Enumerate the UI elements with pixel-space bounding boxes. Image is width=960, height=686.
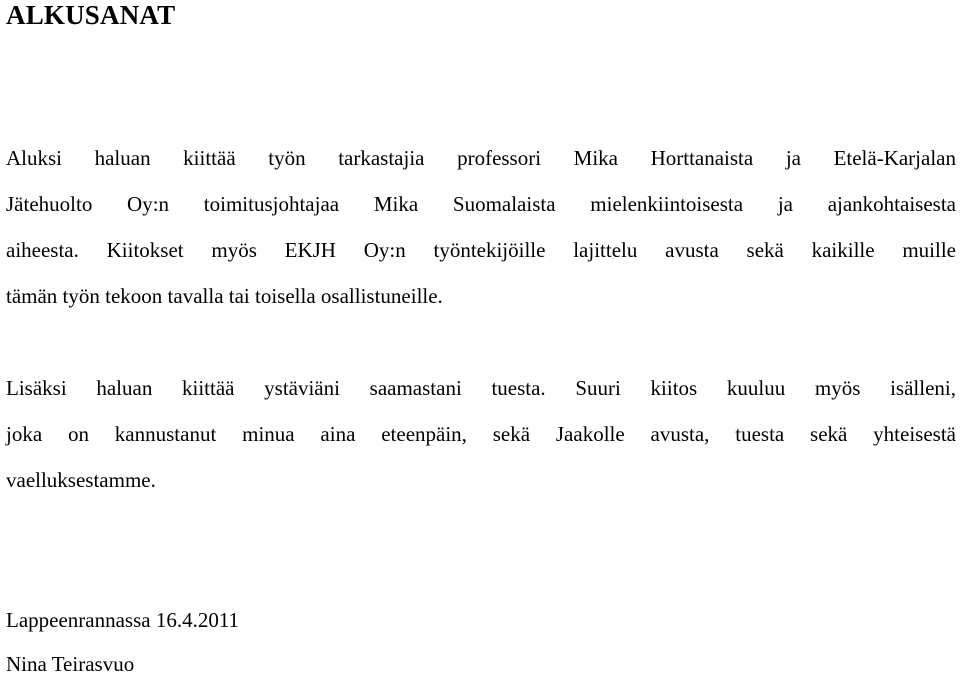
paragraph-line: vaelluksestamme. — [6, 468, 156, 492]
paragraph-line: tämän työn tekoon tavalla tai toisella osallistuneille. — [6, 284, 443, 308]
signature-block — [6, 598, 239, 686]
paragraph-acknowledgements-1 — [6, 135, 956, 319]
author-name: Nina Teirasvuo — [6, 652, 135, 676]
paragraph-line: joka on kannustanut minua aina eteenpäin, sekä Jaakolle avusta, tuesta sekä yhteisestä — [6, 422, 956, 446]
paragraph-line: aiheesta. Kiitokset myös EKJH Oy:n työntekijöille lajittelu avusta sekä kaikille muille — [6, 238, 956, 262]
paragraph-line: Aluksi haluan kiittää työn tarkastajia professori Mika Horttanaista ja Etelä-Karjalan — [6, 146, 956, 170]
paragraph-line: Jätehuolto Oy:n toimitusjohtajaa Mika Suomalaista mielenkiintoisesta ja ajankohtaisesta — [6, 192, 956, 216]
paragraph-line: Lisäksi haluan kiittää ystäviäni saamastani tuesta. Suuri kiitos kuuluu myös isälleni, — [6, 376, 956, 400]
page-title: ALKUSANAT — [6, 0, 176, 30]
place-date: Lappeenrannassa 16.4.2011 — [6, 608, 240, 632]
paragraph-acknowledgements-2 — [6, 365, 956, 503]
